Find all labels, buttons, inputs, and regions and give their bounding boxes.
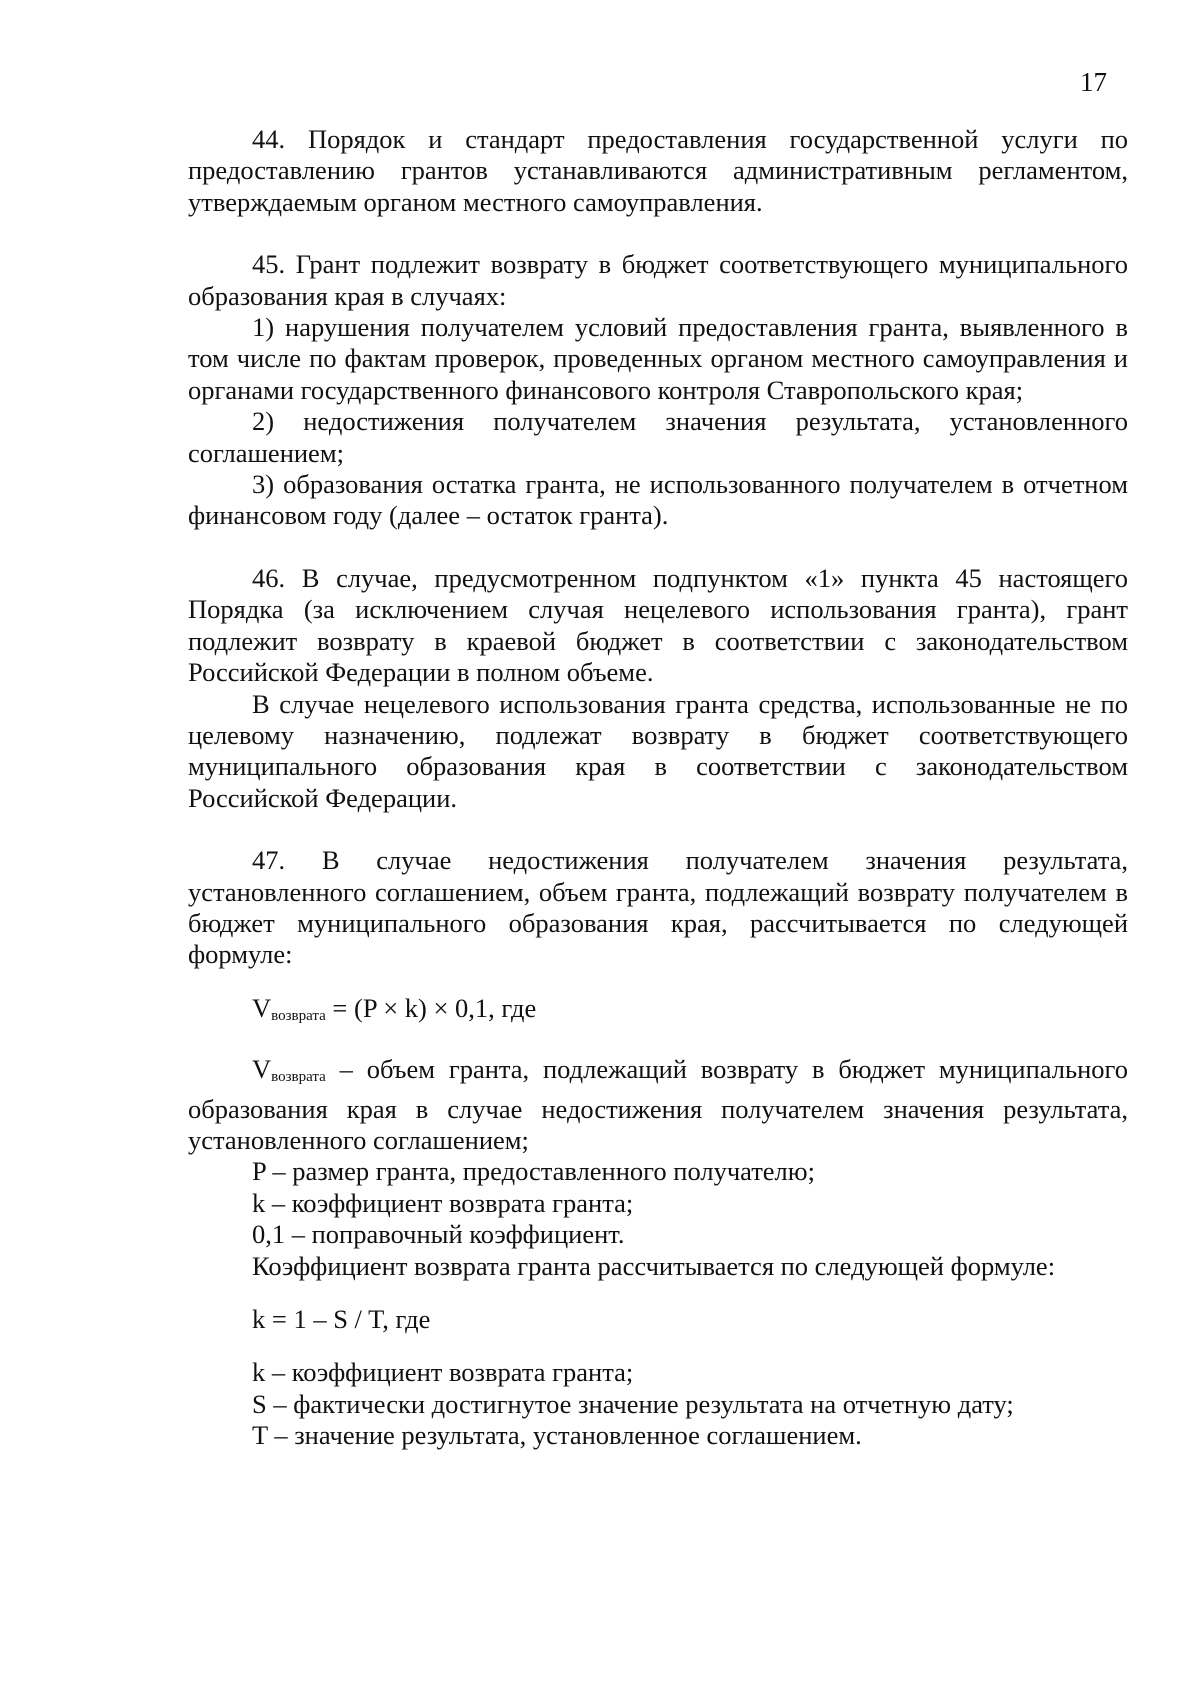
document-body xyxy=(188,124,1128,1452)
definition-v-text: – объем гранта, подлежащий возврату в бюджет муниципального образования края в случае недостижения получателем значения результата, установленного соглашением; xyxy=(188,1054,1128,1155)
definition-p: P – размер гранта, предоставленного получателю; xyxy=(252,1156,815,1187)
definition-v xyxy=(188,1054,1128,1156)
paragraph-45-item-3: 3) образования остатка гранта, не использованного получателем в отчетном финансовом году (далее – остаток гранта). xyxy=(188,469,1128,531)
paragraph-46-nontarget: В случае нецелевого использования гранта средства, использованные не по целевому назначению, подлежат возврату в бюджет соответствующего муниципального образования края в соответствии с законодательством Российской Федерации. xyxy=(188,688,1128,813)
k-formula-intro: Коэффициент возврата гранта рассчитывается по следующей формуле: xyxy=(252,1250,1056,1281)
formula-v-expression: = (P × k) × 0,1, где xyxy=(325,992,537,1023)
formula-v-symbol: V xyxy=(252,992,272,1023)
paragraph-47-intro: 47. В случае недостижения получателем значения результата, установленного соглашением, объем гранта, подлежащий возврату получателем в бюджет муниципального образования края, рассчитывается по следующей формуле: xyxy=(188,845,1128,970)
definition-s: S – фактически достигнутое значение результата на отчетную дату; xyxy=(252,1388,1014,1419)
formula-v-subscript: возврата xyxy=(271,1007,326,1024)
definition-v-subscript: возврата xyxy=(271,1069,326,1086)
page-number: 17 xyxy=(1080,67,1107,97)
definition-v-symbol: V xyxy=(252,1054,272,1085)
definition-k: k – коэффициент возврата гранта; xyxy=(252,1187,634,1218)
paragraph-45-intro: 45. Грант подлежит возврату в бюджет соответствующего муниципального образования края в случаях: xyxy=(188,249,1128,311)
paragraph-44: 44. Порядок и стандарт предоставления государственной услуги по предоставлению грантов устанавливаются административным регламентом, утверждаемым органом местного самоуправления. xyxy=(188,124,1128,217)
definition-k-2: k – коэффициент возврата гранта; xyxy=(252,1357,634,1388)
paragraph-45-item-1: 1) нарушения получателем условий предоставления гранта, выявленного в том числе по фактам проверок, проведенных органом местного самоуправления и органами государственного финансового контроля Ставропольского края; xyxy=(188,312,1128,405)
paragraph-45-item-2: 2) недостижения получателем значения результата, установленного соглашением; xyxy=(188,406,1128,468)
definition-t: T – значение результата, установленное соглашением. xyxy=(252,1420,862,1451)
formula-v-return xyxy=(188,993,1128,1032)
formula-k: k = 1 – S / T, где xyxy=(252,1304,431,1334)
paragraph-46: 46. В случае, предусмотренном подпунктом «1» пункта 45 настоящего Порядка (за исключением случая нецелевого использования гранта), грант подлежит возврату в краевой бюджет в соответствии с законодательством Российской Федерации в полном объеме. xyxy=(188,562,1128,688)
definition-correction: 0,1 – поправочный коэффициент. xyxy=(252,1219,625,1250)
